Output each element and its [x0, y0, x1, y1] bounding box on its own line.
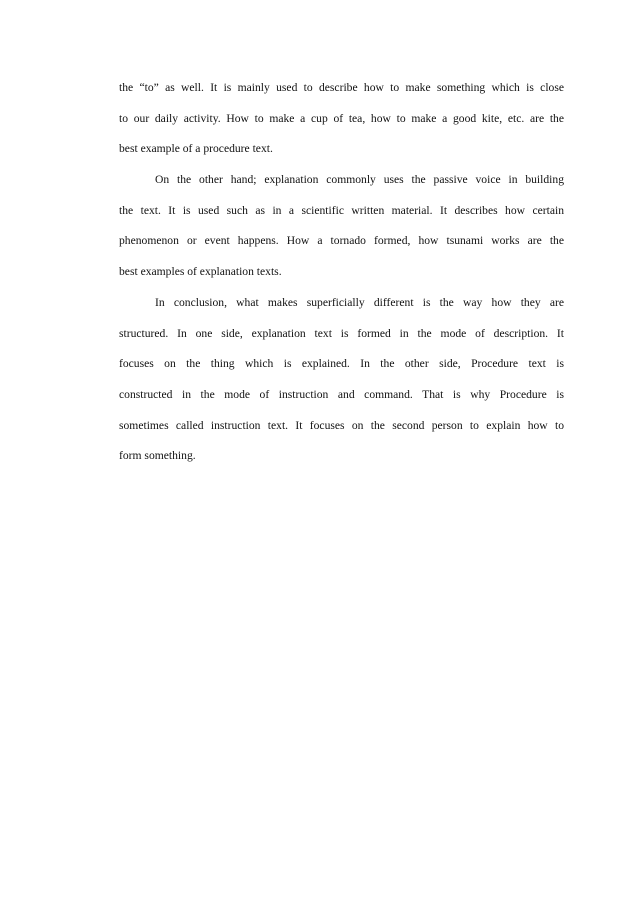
- text-line: structured. In one side, explanation text is formed in the mode of description. It: [119, 326, 564, 340]
- text-line: focuses on the thing which is explained. In the other side, Procedure text is: [119, 357, 564, 371]
- text-line: the “to” as well. It is mainly used to describe how to make something which is close: [119, 81, 564, 94]
- text-line: phenomenon or event happens. How a tornado formed, how tsunami works are the: [119, 234, 564, 248]
- text-line: the text. It is used such as in a scientific written material. It describes how certain: [119, 203, 564, 217]
- text-line: to our daily activity. How to make a cup of tea, how to make a good kite, etc. are the: [119, 111, 564, 125]
- paragraph-start-line: In conclusion, what makes superficially different is the way how they are: [155, 295, 564, 309]
- text-line: constructed in the mode of instruction and command. That is why Procedure is: [119, 387, 564, 401]
- body-text: [119, 73, 564, 472]
- text-line: best example of a procedure text.: [119, 142, 273, 156]
- text-line: sometimes called instruction text. It focuses on the second person to explain how to: [119, 418, 564, 432]
- text-line: form something.: [119, 449, 196, 463]
- paragraph-start-line: On the other hand; explanation commonly uses the passive voice in building: [155, 173, 564, 187]
- text-line: best examples of explanation texts.: [119, 265, 282, 279]
